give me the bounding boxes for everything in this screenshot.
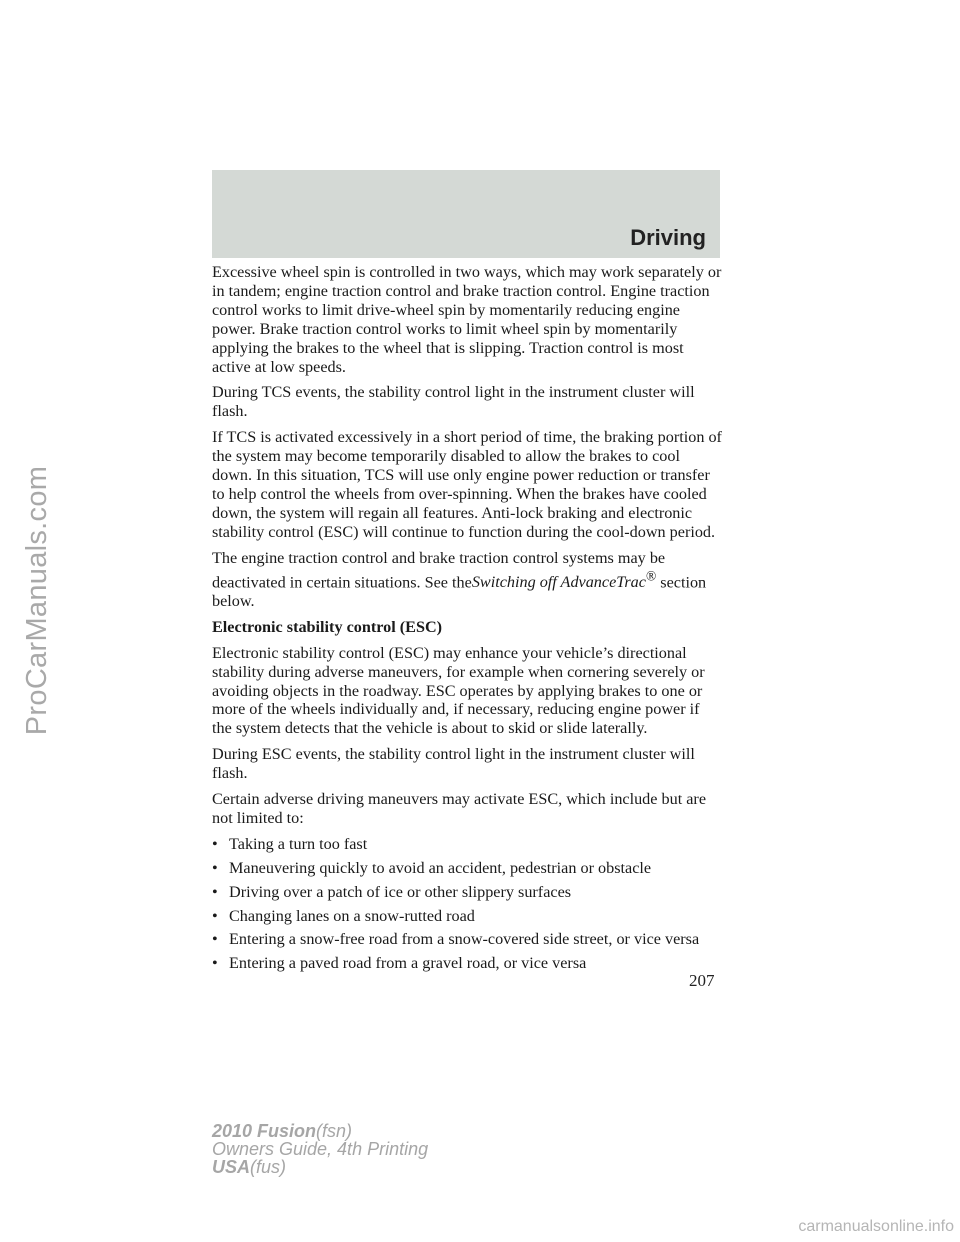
footer-model-code: (fsn) [316,1121,353,1141]
print-footer [212,1122,428,1176]
footer-market-code: (fus) [250,1157,287,1177]
footer-model: 2010 Fusion [212,1121,317,1141]
footer-market: USA [212,1157,251,1177]
bullet-icon: • [212,930,218,949]
side-watermark-text: ProCarManuals.com [21,465,54,735]
list-item [212,859,722,878]
list-item [212,930,722,949]
bullet-icon: • [212,954,218,973]
footer-printing-line: Owners Guide, 4th Printing [212,1139,429,1159]
list-item-text: Changing lanes on a snow-rutted road [229,906,475,925]
side-watermark [2,170,74,1030]
registered-mark: ® [645,568,657,584]
deactivation-text: The engine traction control and brake traction control systems may be deactivated in certain situations. See the [212,548,666,591]
bullet-icon: • [212,834,218,853]
bottom-watermark: carmanualsonline.info [798,1218,954,1235]
paragraph-deactivation [212,549,722,611]
maneuver-list [212,835,722,973]
page-body [212,263,722,978]
paragraph-tcs-events: During TCS events, the stability control light in the instrument cluster will flash. [212,383,695,421]
list-item-text: Taking a turn too fast [229,834,368,853]
advancetrac-reference [471,568,657,591]
paragraph-tcs-cooldown: If TCS is activated excessively in a short period of time, the braking portion of the system may become temporarily disabled to allow the brakes to cool down. In this situation, TCS will use only engine power reduction or transfer to help control the wheels from over-spinning. When the brakes have cooled down, the system will regain all features. Anti-lock braking and electronic stability control (ESC) will continue to function during the cool-down period. [212,428,722,541]
paragraph-esc-events: During ESC events, the stability control light in the instrument cluster will flash. [212,745,695,783]
paragraph-wheel-spin: Excessive wheel spin is controlled in two ways, which may work separately or in tandem; engine traction control and brake traction control. Engine traction control works to limit drive-wheel spin by momentarily reducing engine power. Brake traction control works to limit wheel spin by momentarily applying the brakes to the wheel that is slipping. Traction control is most active at low speeds. [212,263,722,376]
page-number: 207 [689,971,715,990]
list-item-text: Entering a snow-free road from a snow-covered side street, or vice versa [229,930,700,949]
heading-esc: Electronic stability control (ESC) [212,617,443,636]
list-item-text: Entering a paved road from a gravel road, or vice versa [229,954,587,973]
section-header [212,170,720,258]
paragraph-esc-description: Electronic stability control (ESC) may enhance your vehicle’s directional stability during adverse maneuvers, for example when cornering severely or avoiding objects in the roadway. ESC operates by applying brakes to one or more of the wheels individually and, if necessary, reducing engine power if the system detects that the vehicle is about to skid or slide laterally. [212,643,705,738]
section-title: Driving [630,225,706,250]
bullet-icon: • [212,858,218,877]
paragraph-esc-maneuvers: Certain adverse driving maneuvers may activate ESC, which include but are not limited to: [212,790,707,827]
list-item [212,907,722,926]
footer-model-line [212,1122,428,1140]
list-item [212,954,722,973]
deactivation-text-end: section below. [212,572,707,610]
footer-market-line [212,1158,428,1176]
bullet-icon: • [212,906,218,925]
bullet-icon: • [212,882,218,901]
list-item-text: Maneuvering quickly to avoid an accident, pedestrian or obstacle [229,858,652,877]
list-item-text: Driving over a patch of ice or other slippery surfaces [229,882,572,901]
list-item [212,835,722,854]
list-item [212,883,722,902]
advancetrac-reference-title: Switching off AdvanceTrac [471,572,646,591]
